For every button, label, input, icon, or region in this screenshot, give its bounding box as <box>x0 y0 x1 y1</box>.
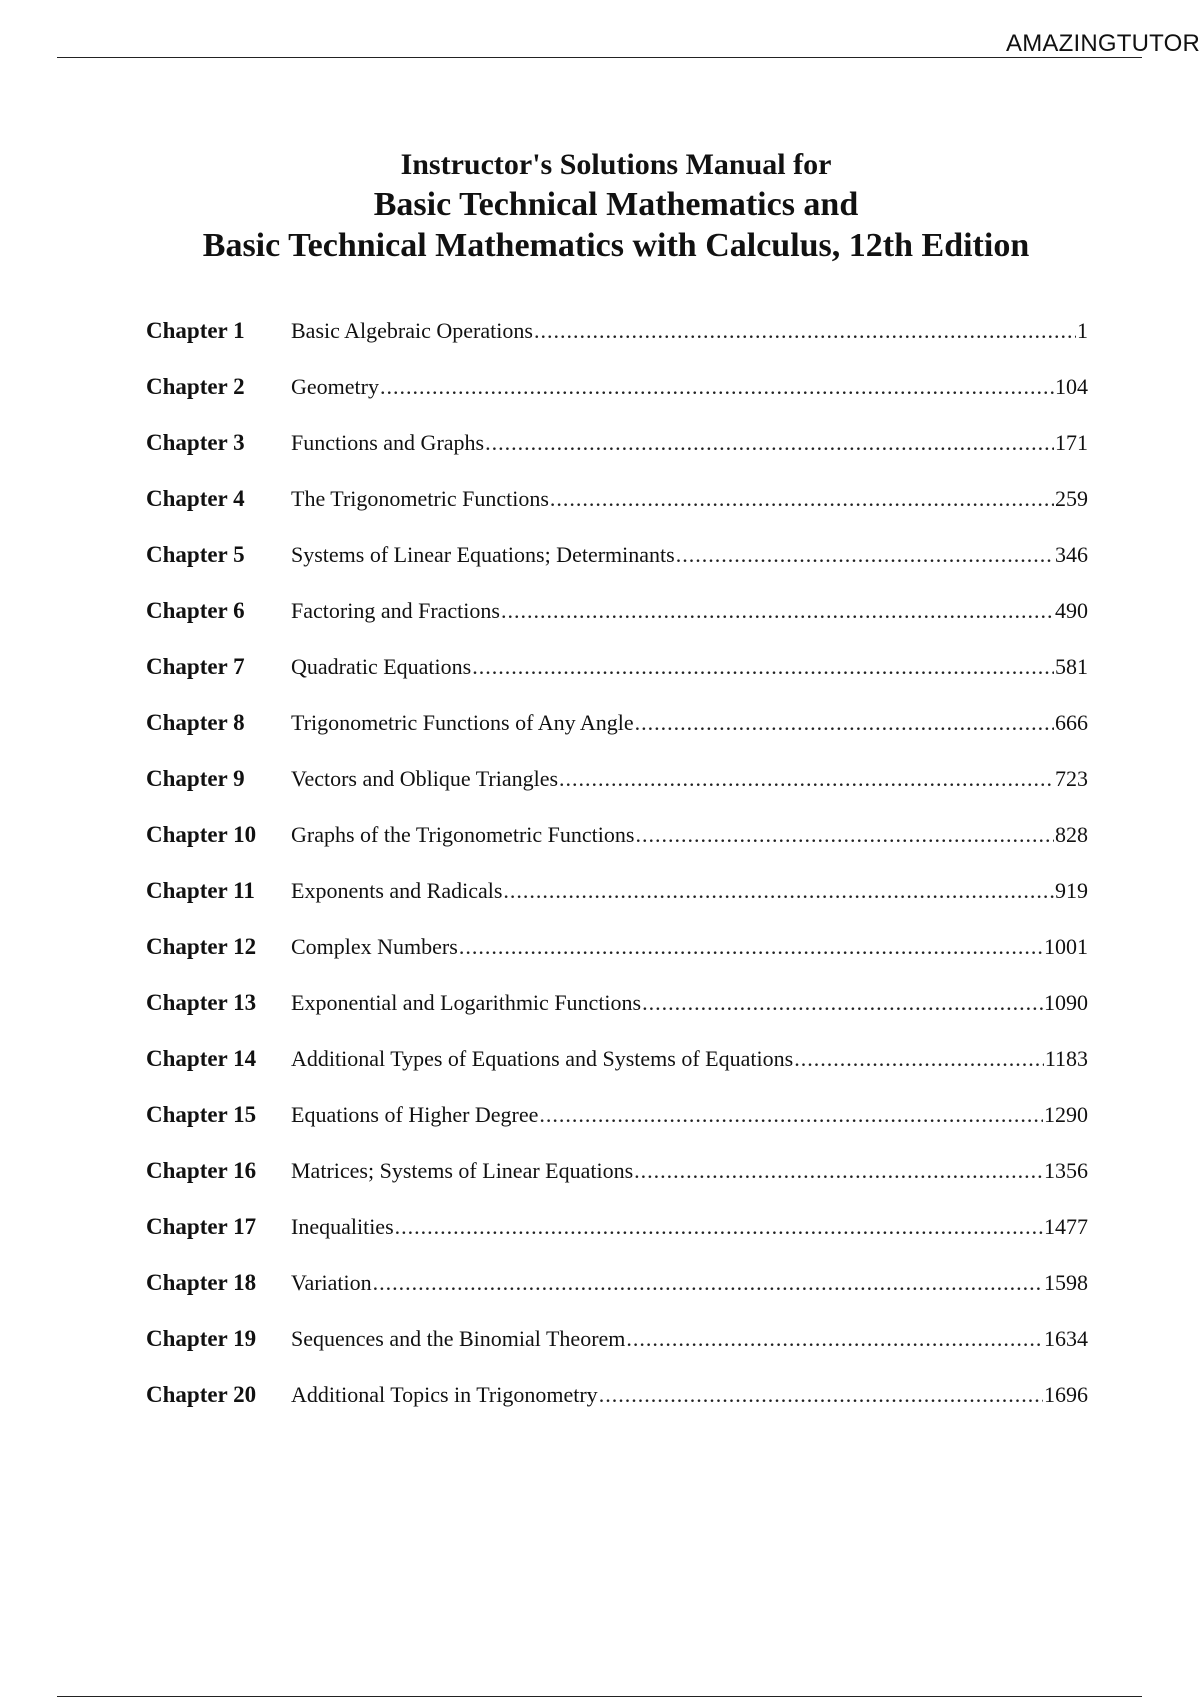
toc-dot-leader <box>380 374 1054 400</box>
header-brand: AMAZINGTUTOR <box>1006 30 1200 57</box>
toc-page-number: 1090 <box>1044 990 1088 1015</box>
toc-chapter-label: Chapter 12 <box>146 934 257 959</box>
toc-page-number: 1696 <box>1044 1382 1088 1407</box>
toc-chapter-label: Chapter 7 <box>146 654 245 679</box>
toc-chapter-title: Quadratic Equations <box>291 654 472 679</box>
toc-page-number: 1477 <box>1044 1214 1088 1239</box>
toc-chapter-label: Chapter 3 <box>146 430 245 455</box>
title-line-2: Basic Technical Mathematics and <box>373 186 859 223</box>
toc-chapter-label: Chapter 8 <box>146 710 245 735</box>
toc-page-number: 259 <box>1055 486 1088 511</box>
toc-chapter-title: Matrices; Systems of Linear Equations <box>291 1158 634 1183</box>
toc-row <box>146 1382 1088 1438</box>
toc-chapter-title: Vectors and Oblique Triangles <box>291 766 559 791</box>
toc-dot-leader <box>634 1158 1043 1184</box>
toc-chapter-title: The Trigonometric Functions <box>291 486 549 511</box>
toc-dot-leader <box>534 318 1076 344</box>
toc-chapter-label: Chapter 18 <box>146 1270 257 1295</box>
toc-dot-leader <box>599 1382 1043 1408</box>
toc-row <box>146 710 1088 766</box>
toc-page-number: 1 <box>1077 318 1088 343</box>
toc-chapter-title: Exponents and Radicals <box>291 878 503 903</box>
toc-chapter-title: Factoring and Fractions <box>291 598 500 623</box>
toc-dot-leader <box>503 878 1054 904</box>
toc-chapter-label: Chapter 11 <box>146 878 255 903</box>
toc-dot-leader <box>794 1046 1044 1072</box>
toc-dot-leader <box>373 1270 1043 1296</box>
toc-row <box>146 430 1088 486</box>
toc-row <box>146 990 1088 1046</box>
toc-chapter-title: Variation <box>291 1270 372 1295</box>
toc-chapter-title: Functions and Graphs <box>291 430 485 455</box>
toc-row <box>146 654 1088 710</box>
toc-chapter-label: Chapter 2 <box>146 374 245 399</box>
toc-page-number: 1290 <box>1044 1102 1088 1127</box>
toc-chapter-label: Chapter 5 <box>146 542 245 567</box>
toc-chapter-label: Chapter 1 <box>146 318 245 343</box>
toc-chapter-title: Trigonometric Functions of Any Angle <box>291 710 634 735</box>
toc-row <box>146 1270 1088 1326</box>
toc-page-number: 723 <box>1055 766 1088 791</box>
toc-dot-leader <box>501 598 1054 624</box>
toc-chapter-label: Chapter 19 <box>146 1326 257 1351</box>
toc-page-number: 1598 <box>1044 1270 1088 1295</box>
toc-chapter-label: Chapter 14 <box>146 1046 257 1071</box>
toc-chapter-label: Chapter 17 <box>146 1214 257 1239</box>
toc-chapter-label: Chapter 9 <box>146 766 245 791</box>
toc-page-number: 1183 <box>1044 1046 1088 1071</box>
toc-dot-leader <box>635 710 1054 736</box>
toc-chapter-title: Graphs of the Trigonometric Functions <box>291 822 635 847</box>
toc-row <box>146 486 1088 542</box>
toc-page-number: 1634 <box>1044 1326 1088 1351</box>
toc-chapter-label: Chapter 6 <box>146 598 245 623</box>
table-of-contents <box>146 318 1088 1438</box>
toc-page-number: 919 <box>1055 878 1088 903</box>
toc-dot-leader <box>676 542 1054 568</box>
toc-dot-leader <box>459 934 1043 960</box>
toc-chapter-title: Inequalities <box>291 1214 394 1239</box>
toc-dot-leader <box>395 1214 1043 1240</box>
toc-chapter-title: Sequences and the Binomial Theorem <box>291 1326 626 1351</box>
toc-dot-leader <box>642 990 1043 1016</box>
toc-page-number: 346 <box>1055 542 1088 567</box>
toc-chapter-title: Equations of Higher Degree <box>291 1102 539 1127</box>
toc-row <box>146 542 1088 598</box>
toc-row <box>146 1102 1088 1158</box>
toc-row <box>146 822 1088 878</box>
document-title <box>0 146 1200 266</box>
toc-page-number: 1356 <box>1044 1158 1088 1183</box>
toc-chapter-label: Chapter 15 <box>146 1102 257 1127</box>
toc-row <box>146 598 1088 654</box>
toc-dot-leader <box>539 1102 1043 1128</box>
toc-chapter-title: Systems of Linear Equations; Determinants <box>291 542 675 567</box>
footer-rule <box>57 1696 1142 1697</box>
toc-chapter-title: Basic Algebraic Operations <box>291 318 533 343</box>
toc-row <box>146 1214 1088 1270</box>
toc-chapter-title: Geometry <box>291 374 379 399</box>
toc-dot-leader <box>472 654 1054 680</box>
title-line-3: Basic Technical Mathematics with Calculus, 12th Edition <box>202 227 1030 264</box>
toc-row <box>146 374 1088 430</box>
toc-page-number: 828 <box>1055 822 1088 847</box>
toc-chapter-label: Chapter 10 <box>146 822 257 847</box>
toc-row <box>146 766 1088 822</box>
toc-chapter-title: Complex Numbers <box>291 934 458 959</box>
toc-dot-leader <box>635 822 1054 848</box>
toc-dot-leader <box>559 766 1054 792</box>
toc-row <box>146 1046 1088 1102</box>
toc-dot-leader <box>626 1326 1043 1352</box>
toc-row <box>146 878 1088 934</box>
toc-chapter-label: Chapter 16 <box>146 1158 257 1183</box>
toc-page-number: 104 <box>1055 374 1088 399</box>
toc-row <box>146 318 1088 374</box>
title-line-1: Instructor's Solutions Manual for <box>400 148 832 181</box>
toc-chapter-label: Chapter 13 <box>146 990 257 1015</box>
toc-row <box>146 1326 1088 1382</box>
toc-page-number: 171 <box>1055 430 1088 455</box>
toc-row <box>146 1158 1088 1214</box>
toc-page-number: 1001 <box>1044 934 1088 959</box>
toc-chapter-label: Chapter 4 <box>146 486 245 511</box>
toc-chapter-title: Additional Types of Equations and Systems of Equations <box>291 1046 794 1071</box>
toc-page-number: 581 <box>1055 654 1088 679</box>
toc-page-number: 666 <box>1055 710 1088 735</box>
toc-chapter-title: Exponential and Logarithmic Functions <box>291 990 642 1015</box>
toc-dot-leader <box>550 486 1054 512</box>
toc-dot-leader <box>485 430 1054 456</box>
toc-row <box>146 934 1088 990</box>
toc-chapter-label: Chapter 20 <box>146 1382 257 1407</box>
toc-chapter-title: Additional Topics in Trigonometry <box>291 1382 598 1407</box>
header-rule <box>57 57 1142 58</box>
toc-page-number: 490 <box>1055 598 1088 623</box>
